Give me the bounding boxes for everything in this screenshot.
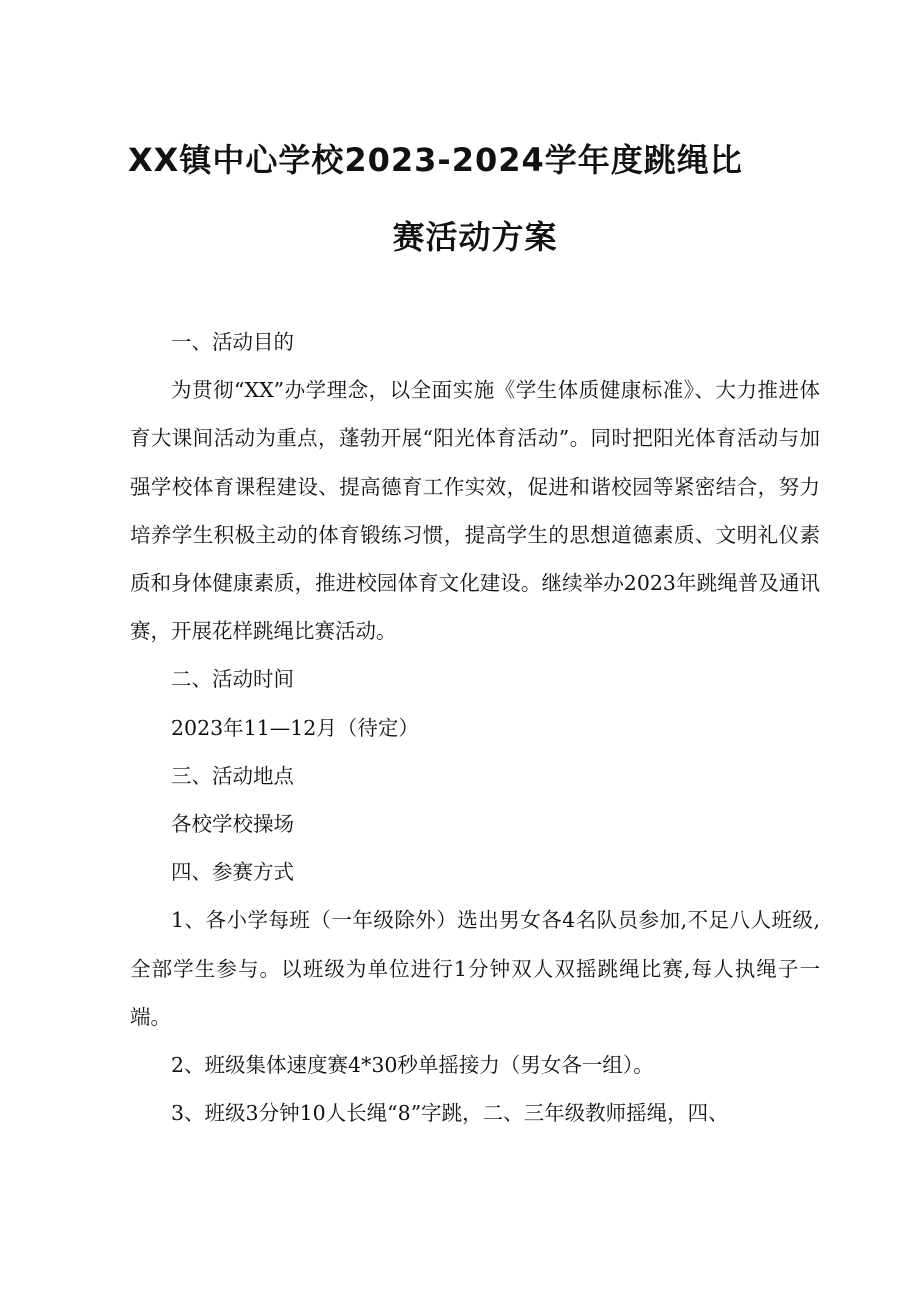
section-heading-purpose: 一、活动目的 [171,330,294,354]
paragraph-time: 2023年11—12月（待定） [171,715,419,740]
paragraph-purpose: 为贯彻“XX”办学理念，以全面实施《学生体质健康标准》、大力推进体育大课间活动为重点，蓬勃开展“阳光体育活动”。同时把阳光体育活动与加强学校体育课程建设、提高德育工作实效，促进和谐校园等紧密结合，努力培养学生积极主动的体育锻练习惯，提高学生的思想道德素质、文明礼仪素质和身体健康素质，推进校园体育文化建设。继续举办2023年跳绳普及通讯赛，开展花样跳绳比赛活动。 [130,378,820,644]
document-body [130,318,820,1137]
paragraph-method-1: 1、各小学每班（一年级除外）选出男女各4名队员参加,不足八人班级,全部学生参与。以班级为单位进行1分钟双人双摇跳绳比赛,每人执绳子一端。 [130,908,820,1029]
document-title-line-2: 赛活动方案 [392,218,558,256]
section-heading-method: 四、参赛方式 [171,860,294,885]
paragraph-method-3: 3、班级3分钟10人长绳“8”字跳，二、三年级教师摇绳，四、 [171,1101,729,1126]
paragraph-method-2: 2、班级集体速度赛4*30秒单摇接力（男女各一组）。 [171,1053,654,1078]
section-heading-time: 二、活动时间 [171,667,294,692]
section-heading-location: 三、活动地点 [171,763,294,788]
document-title-line-1: XX镇中心学校2023-2024学年度跳绳比 [128,141,743,179]
paragraph-location: 各校学校操场 [171,812,294,837]
